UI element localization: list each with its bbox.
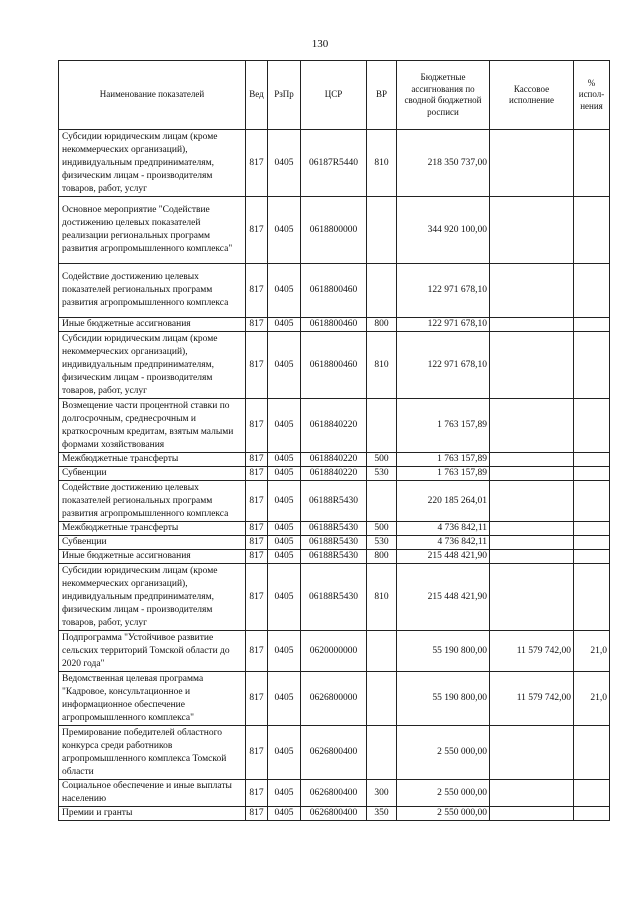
cell-pct bbox=[574, 780, 610, 807]
cell-ved: 817 bbox=[246, 467, 268, 481]
cell-vr bbox=[367, 197, 397, 264]
cell-csr: 06188R5430 bbox=[301, 536, 367, 550]
header-csr: ЦСР bbox=[301, 61, 367, 130]
cell-budget: 4 736 842,11 bbox=[397, 536, 490, 550]
table-header-row bbox=[59, 61, 610, 130]
cell-vr: 530 bbox=[367, 536, 397, 550]
cell-rzpr: 0405 bbox=[268, 536, 301, 550]
cell-csr: 0618800460 bbox=[301, 264, 367, 318]
cell-csr: 0618800460 bbox=[301, 332, 367, 399]
table-row bbox=[59, 264, 610, 318]
table-row bbox=[59, 318, 610, 332]
cell-csr: 06188R5430 bbox=[301, 522, 367, 536]
cell-cash: 11 579 742,00 bbox=[490, 631, 574, 672]
cell-ved: 817 bbox=[246, 807, 268, 821]
table-row bbox=[59, 780, 610, 807]
cell-cash bbox=[490, 130, 574, 197]
cell-name: Ведомственная целевая программа "Кадровое, консультационное и информационное обеспечение агропромышленного комплекса" bbox=[59, 672, 246, 726]
cell-name: Подпрограмма "Устойчивое развитие сельских территорий Томской области до 2020 года" bbox=[59, 631, 246, 672]
table-body bbox=[59, 130, 610, 821]
cell-pct bbox=[574, 522, 610, 536]
cell-name: Премии и гранты bbox=[59, 807, 246, 821]
cell-rzpr: 0405 bbox=[268, 332, 301, 399]
cell-cash bbox=[490, 467, 574, 481]
cell-csr: 0626800400 bbox=[301, 726, 367, 780]
cell-csr: 0618840220 bbox=[301, 467, 367, 481]
cell-budget: 218 350 737,00 bbox=[397, 130, 490, 197]
table-row bbox=[59, 399, 610, 453]
cell-csr: 06188R5430 bbox=[301, 550, 367, 564]
header-vr: ВР bbox=[367, 61, 397, 130]
cell-pct bbox=[574, 550, 610, 564]
cell-rzpr: 0405 bbox=[268, 481, 301, 522]
cell-pct bbox=[574, 197, 610, 264]
cell-budget: 2 550 000,00 bbox=[397, 807, 490, 821]
cell-vr: 810 bbox=[367, 332, 397, 399]
cell-name: Иные бюджетные ассигнования bbox=[59, 550, 246, 564]
cell-cash bbox=[490, 399, 574, 453]
cell-cash bbox=[490, 264, 574, 318]
table-row bbox=[59, 467, 610, 481]
cell-ved: 817 bbox=[246, 197, 268, 264]
header-ved: Вед bbox=[246, 61, 268, 130]
cell-vr bbox=[367, 481, 397, 522]
cell-pct bbox=[574, 318, 610, 332]
cell-name: Субсидии юридическим лицам (кроме некоммерческих организаций), индивидуальным предпринимателям, физическим лицам - производителям товаров, работ, услуг bbox=[59, 130, 246, 197]
cell-rzpr: 0405 bbox=[268, 522, 301, 536]
cell-ved: 817 bbox=[246, 631, 268, 672]
cell-vr bbox=[367, 264, 397, 318]
cell-pct bbox=[574, 807, 610, 821]
cell-cash bbox=[490, 726, 574, 780]
header-pct: % испол-нения bbox=[574, 61, 610, 130]
cell-csr: 0618840220 bbox=[301, 453, 367, 467]
cell-name: Субвенции bbox=[59, 467, 246, 481]
cell-budget: 220 185 264,01 bbox=[397, 481, 490, 522]
cell-csr: 06188R5430 bbox=[301, 481, 367, 522]
cell-cash bbox=[490, 481, 574, 522]
cell-pct bbox=[574, 726, 610, 780]
cell-cash bbox=[490, 522, 574, 536]
cell-vr: 810 bbox=[367, 564, 397, 631]
cell-cash bbox=[490, 550, 574, 564]
cell-rzpr: 0405 bbox=[268, 453, 301, 467]
cell-rzpr: 0405 bbox=[268, 550, 301, 564]
cell-pct: 21,0 bbox=[574, 631, 610, 672]
table-row bbox=[59, 197, 610, 264]
cell-budget: 122 971 678,10 bbox=[397, 332, 490, 399]
table-row bbox=[59, 550, 610, 564]
cell-cash bbox=[490, 807, 574, 821]
cell-ved: 817 bbox=[246, 564, 268, 631]
cell-name: Межбюджетные трансферты bbox=[59, 522, 246, 536]
header-cash: Кассовое исполнение bbox=[490, 61, 574, 130]
cell-rzpr: 0405 bbox=[268, 780, 301, 807]
cell-ved: 817 bbox=[246, 780, 268, 807]
cell-pct bbox=[574, 481, 610, 522]
cell-budget: 122 971 678,10 bbox=[397, 318, 490, 332]
cell-vr bbox=[367, 726, 397, 780]
cell-vr: 500 bbox=[367, 522, 397, 536]
cell-vr: 530 bbox=[367, 467, 397, 481]
cell-csr: 0626800000 bbox=[301, 672, 367, 726]
cell-rzpr: 0405 bbox=[268, 467, 301, 481]
cell-pct: 21,0 bbox=[574, 672, 610, 726]
cell-pct bbox=[574, 536, 610, 550]
table-row bbox=[59, 672, 610, 726]
cell-pct bbox=[574, 399, 610, 453]
cell-budget: 55 190 800,00 bbox=[397, 672, 490, 726]
cell-budget: 2 550 000,00 bbox=[397, 780, 490, 807]
cell-budget: 344 920 100,00 bbox=[397, 197, 490, 264]
cell-name: Субсидии юридическим лицам (кроме некоммерческих организаций), индивидуальным предпринимателям, физическим лицам - производителям товаров, работ, услуг bbox=[59, 564, 246, 631]
cell-budget: 1 763 157,89 bbox=[397, 399, 490, 453]
cell-pct bbox=[574, 264, 610, 318]
budget-table bbox=[58, 60, 610, 821]
cell-csr: 0618800460 bbox=[301, 318, 367, 332]
cell-cash bbox=[490, 780, 574, 807]
cell-csr: 0618800000 bbox=[301, 197, 367, 264]
cell-ved: 817 bbox=[246, 453, 268, 467]
cell-pct bbox=[574, 467, 610, 481]
cell-ved: 817 bbox=[246, 399, 268, 453]
cell-csr: 06188R5430 bbox=[301, 564, 367, 631]
cell-cash bbox=[490, 453, 574, 467]
cell-cash bbox=[490, 332, 574, 399]
cell-budget: 1 763 157,89 bbox=[397, 453, 490, 467]
table-row bbox=[59, 522, 610, 536]
cell-vr bbox=[367, 399, 397, 453]
cell-name: Основное мероприятие "Содействие достижению целевых показателей реализации региональных программ развития агропромышленного комплекса" bbox=[59, 197, 246, 264]
table-row bbox=[59, 453, 610, 467]
cell-cash bbox=[490, 318, 574, 332]
cell-pct bbox=[574, 453, 610, 467]
cell-ved: 817 bbox=[246, 522, 268, 536]
cell-name: Содействие достижению целевых показателей региональных программ развития агропромышленного комплекса bbox=[59, 264, 246, 318]
cell-vr: 800 bbox=[367, 318, 397, 332]
cell-budget: 215 448 421,90 bbox=[397, 564, 490, 631]
cell-rzpr: 0405 bbox=[268, 197, 301, 264]
cell-csr: 06187R5440 bbox=[301, 130, 367, 197]
cell-budget: 2 550 000,00 bbox=[397, 726, 490, 780]
table-row bbox=[59, 631, 610, 672]
cell-csr: 0618840220 bbox=[301, 399, 367, 453]
cell-name: Субсидии юридическим лицам (кроме некоммерческих организаций), индивидуальным предпринимателям, физическим лицам - производителям товаров, работ, услуг bbox=[59, 332, 246, 399]
cell-rzpr: 0405 bbox=[268, 318, 301, 332]
header-name: Наименование показателей bbox=[59, 61, 246, 130]
cell-rzpr: 0405 bbox=[268, 399, 301, 453]
cell-name: Межбюджетные трансферты bbox=[59, 453, 246, 467]
cell-name: Социальное обеспечение и иные выплаты населению bbox=[59, 780, 246, 807]
cell-ved: 817 bbox=[246, 481, 268, 522]
cell-budget: 215 448 421,90 bbox=[397, 550, 490, 564]
cell-budget: 122 971 678,10 bbox=[397, 264, 490, 318]
cell-rzpr: 0405 bbox=[268, 264, 301, 318]
cell-name: Субвенции bbox=[59, 536, 246, 550]
cell-ved: 817 bbox=[246, 672, 268, 726]
cell-cash bbox=[490, 536, 574, 550]
cell-rzpr: 0405 bbox=[268, 672, 301, 726]
header-budget: Бюджетные ассигнования по сводной бюджетной росписи bbox=[397, 61, 490, 130]
table-row bbox=[59, 481, 610, 522]
cell-budget: 1 763 157,89 bbox=[397, 467, 490, 481]
cell-pct bbox=[574, 130, 610, 197]
table-row bbox=[59, 332, 610, 399]
table-row bbox=[59, 564, 610, 631]
cell-vr bbox=[367, 672, 397, 726]
cell-cash bbox=[490, 197, 574, 264]
cell-ved: 817 bbox=[246, 550, 268, 564]
cell-vr: 810 bbox=[367, 130, 397, 197]
cell-name: Содействие достижению целевых показателей региональных программ развития агропромышленного комплекса bbox=[59, 481, 246, 522]
cell-pct bbox=[574, 564, 610, 631]
cell-ved: 817 bbox=[246, 130, 268, 197]
table-row bbox=[59, 130, 610, 197]
cell-rzpr: 0405 bbox=[268, 726, 301, 780]
header-rzpr: РзПр bbox=[268, 61, 301, 130]
cell-budget: 4 736 842,11 bbox=[397, 522, 490, 536]
cell-ved: 817 bbox=[246, 264, 268, 318]
cell-name: Возмещение части процентной ставки по долгосрочным, среднесрочным и краткосрочным кредитам, взятым малыми формами хозяйствования bbox=[59, 399, 246, 453]
cell-csr: 0620000000 bbox=[301, 631, 367, 672]
cell-csr: 0626800400 bbox=[301, 780, 367, 807]
cell-name: Иные бюджетные ассигнования bbox=[59, 318, 246, 332]
cell-vr: 800 bbox=[367, 550, 397, 564]
table-row bbox=[59, 536, 610, 550]
table-row bbox=[59, 807, 610, 821]
cell-rzpr: 0405 bbox=[268, 631, 301, 672]
cell-csr: 0626800400 bbox=[301, 807, 367, 821]
cell-ved: 817 bbox=[246, 318, 268, 332]
cell-cash bbox=[490, 564, 574, 631]
cell-ved: 817 bbox=[246, 332, 268, 399]
cell-cash: 11 579 742,00 bbox=[490, 672, 574, 726]
cell-name: Премирование победителей областного конкурса среди работников агропромышленного комплекса Томской области bbox=[59, 726, 246, 780]
page-number: 130 bbox=[311, 38, 329, 50]
cell-vr: 500 bbox=[367, 453, 397, 467]
cell-budget: 55 190 800,00 bbox=[397, 631, 490, 672]
cell-vr bbox=[367, 631, 397, 672]
cell-rzpr: 0405 bbox=[268, 807, 301, 821]
table-row bbox=[59, 726, 610, 780]
cell-rzpr: 0405 bbox=[268, 564, 301, 631]
cell-rzpr: 0405 bbox=[268, 130, 301, 197]
cell-ved: 817 bbox=[246, 726, 268, 780]
cell-vr: 350 bbox=[367, 807, 397, 821]
cell-vr: 300 bbox=[367, 780, 397, 807]
cell-ved: 817 bbox=[246, 536, 268, 550]
cell-pct bbox=[574, 332, 610, 399]
